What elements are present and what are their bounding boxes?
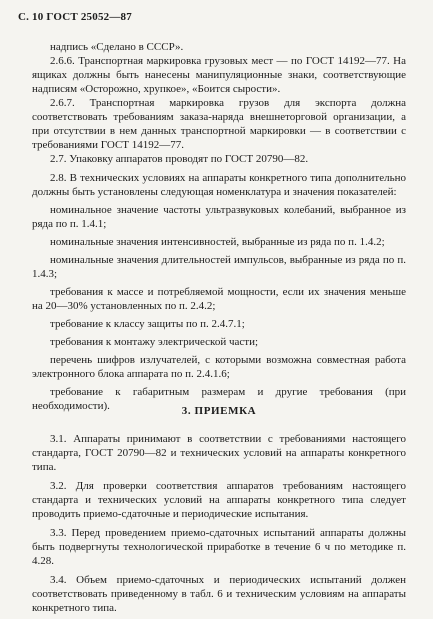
paragraph: 3.1. Аппараты принимают в соответствии с требованиями настоящего стандарта, ГОСТ 20790—82 и технических условий на аппараты конкретного типа. bbox=[32, 433, 406, 473]
paragraph: номинальные значения длительностей импульсов, выбранные из ряда по п. 1.4.3; bbox=[32, 254, 406, 280]
paragraph: 2.8. В технических условиях на аппараты конкретного типа дополнительно должны быть установлены следующая номенклатура и значения показателей: bbox=[32, 172, 406, 198]
paragraph: требования к монтажу электрической части; bbox=[50, 336, 259, 348]
paragraph: 3.2. Для проверки соответствия аппаратов требованиям настоящего стандарта и технических условий на аппараты конкретного типа следует проводить приемо-сдаточные и периодические испытания. bbox=[32, 480, 406, 520]
section-3 bbox=[32, 404, 406, 615]
paragraph: номинальное значение частоты ультразвуковых колебаний, выбранное из ряда по п. 1.4.1; bbox=[32, 204, 406, 230]
page-header: С. 10 ГОСТ 25052—87 bbox=[18, 11, 132, 23]
paragraph: надпись «Сделано в СССР». bbox=[50, 41, 184, 53]
paragraph: 2.6.7. Транспортная маркировка грузов для экспорта должна соответствовать требованиям заказа-наряда внешнеторговой организации, а при отсутствии в нем данных транспортной маркировки — в соответствии с требованиями ГОСТ 14192—77. bbox=[32, 97, 406, 151]
paragraph: требования к массе и потребляемой мощности, если их значения меньше на 20—30% установленных по п. 2.4.2; bbox=[32, 286, 406, 312]
paragraph: требование к классу защиты по п. 2.4.7.1; bbox=[50, 318, 245, 330]
paragraph: 3.3. Перед проведением приемо-сдаточных испытаний аппараты должны быть подвергнуты технологической приработке в течение 6 ч по методике п. 4.28. bbox=[32, 527, 406, 567]
paragraph: 3.4. Объем приемо-сдаточных и периодических испытаний должен соответствовать приведенному в табл. 6 и техническим условиям на аппараты конкретного типа. bbox=[32, 574, 406, 614]
paragraph: требование к габаритным размерам и другие требования (при необходимости). bbox=[32, 386, 406, 412]
section-heading: 3. ПРИЕМКА bbox=[181, 405, 257, 417]
paragraph: 2.6.6. Транспортная маркировка грузовых мест — по ГОСТ 14192—77. На ящиках должны быть нанесены манипуляционные знаки, соответствующие надписям «Осторожно, хрупкое», «Боится сырости». bbox=[32, 55, 406, 95]
top-text-block bbox=[32, 40, 406, 413]
paragraph: перечень шифров излучателей, с которыми возможна совместная работа электронного блока аппарата по п. 2.4.1.6; bbox=[32, 354, 406, 380]
paragraph: 2.7. Упаковку аппаратов проводят по ГОСТ 20790—82. bbox=[50, 153, 309, 165]
paragraph: номинальные значения интенсивностей, выбранные из ряда по п. 1.4.2; bbox=[50, 236, 385, 248]
